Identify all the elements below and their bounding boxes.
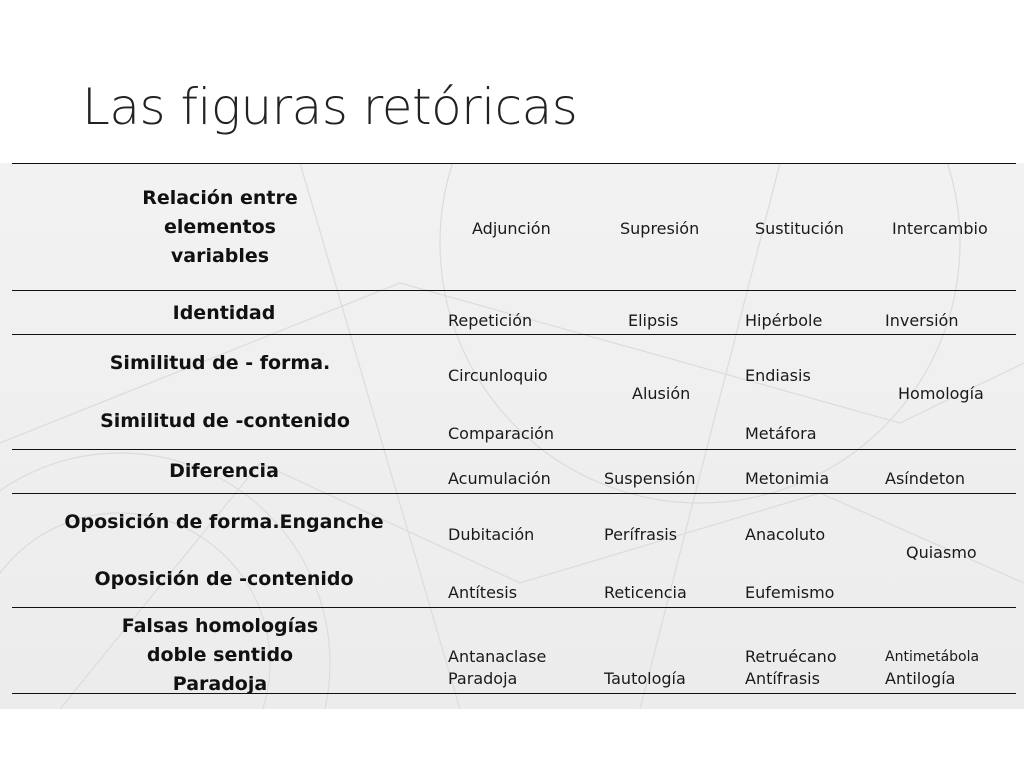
figures-table (0, 163, 1024, 709)
row-label: Identidad (172, 302, 276, 324)
table-cell: Quiasmo (906, 543, 977, 562)
table-cell: Acumulación (448, 469, 551, 488)
table-rule (12, 607, 1016, 608)
table-rule (12, 449, 1016, 450)
table-cell: Paradoja (448, 669, 518, 688)
table-rule (12, 334, 1016, 335)
row-label: Similitud de -contenido (100, 410, 350, 432)
row-label: Falsas homologías doble sentido Paradoja (121, 615, 319, 695)
table-cell: Antimetábola (885, 649, 980, 665)
row-label: Diferencia (169, 460, 279, 482)
table-rule (12, 163, 1016, 164)
table-cell: Circunloquio (448, 366, 548, 385)
slide-title: Las figuras retóricas (82, 78, 578, 136)
table-cell: Elipsis (628, 311, 679, 330)
table-cell: Reticencia (604, 583, 687, 602)
table-cell: Eufemismo (745, 583, 835, 602)
table-cell: Perífrasis (604, 525, 678, 544)
table-cell: Suspensión (604, 469, 696, 488)
column-header: Intercambio (892, 219, 988, 238)
row-label: Oposición de forma.Enganche (64, 511, 384, 533)
column-header: Adjunción (472, 219, 551, 238)
table-cell: Inversión (885, 311, 959, 330)
table-cell: Comparación (448, 424, 555, 443)
table-cell: Dubitación (448, 525, 535, 544)
table-cell: Antilogía (885, 669, 956, 688)
column-header: Supresión (620, 219, 700, 238)
table-rule (12, 493, 1016, 494)
row-label: Similitud de - forma. (109, 352, 331, 374)
table-cell: Anacoluto (745, 525, 826, 544)
table-cell: Antítesis (448, 583, 518, 602)
table-rule (12, 290, 1016, 291)
table-cell: Metonimia (745, 469, 830, 488)
column-header: Sustitución (755, 219, 844, 238)
header-row-label: Relación entre elementos variables (142, 187, 298, 267)
table-cell: Retruécano (745, 647, 837, 666)
table-cell: Antanaclase (448, 647, 547, 666)
table-cell: Asíndeton (885, 469, 966, 488)
table-cell: Tautología (604, 669, 686, 688)
table-cell: Antífrasis (745, 669, 820, 688)
table-cell: Endiasis (745, 366, 811, 385)
table-cell: Repetición (448, 311, 533, 330)
table-cell: Alusión (632, 384, 691, 403)
table-cell: Hipérbole (745, 311, 823, 330)
table-cell: Homología (898, 384, 984, 403)
row-label: Oposición de -contenido (94, 568, 354, 590)
table-cell: Metáfora (745, 424, 817, 443)
